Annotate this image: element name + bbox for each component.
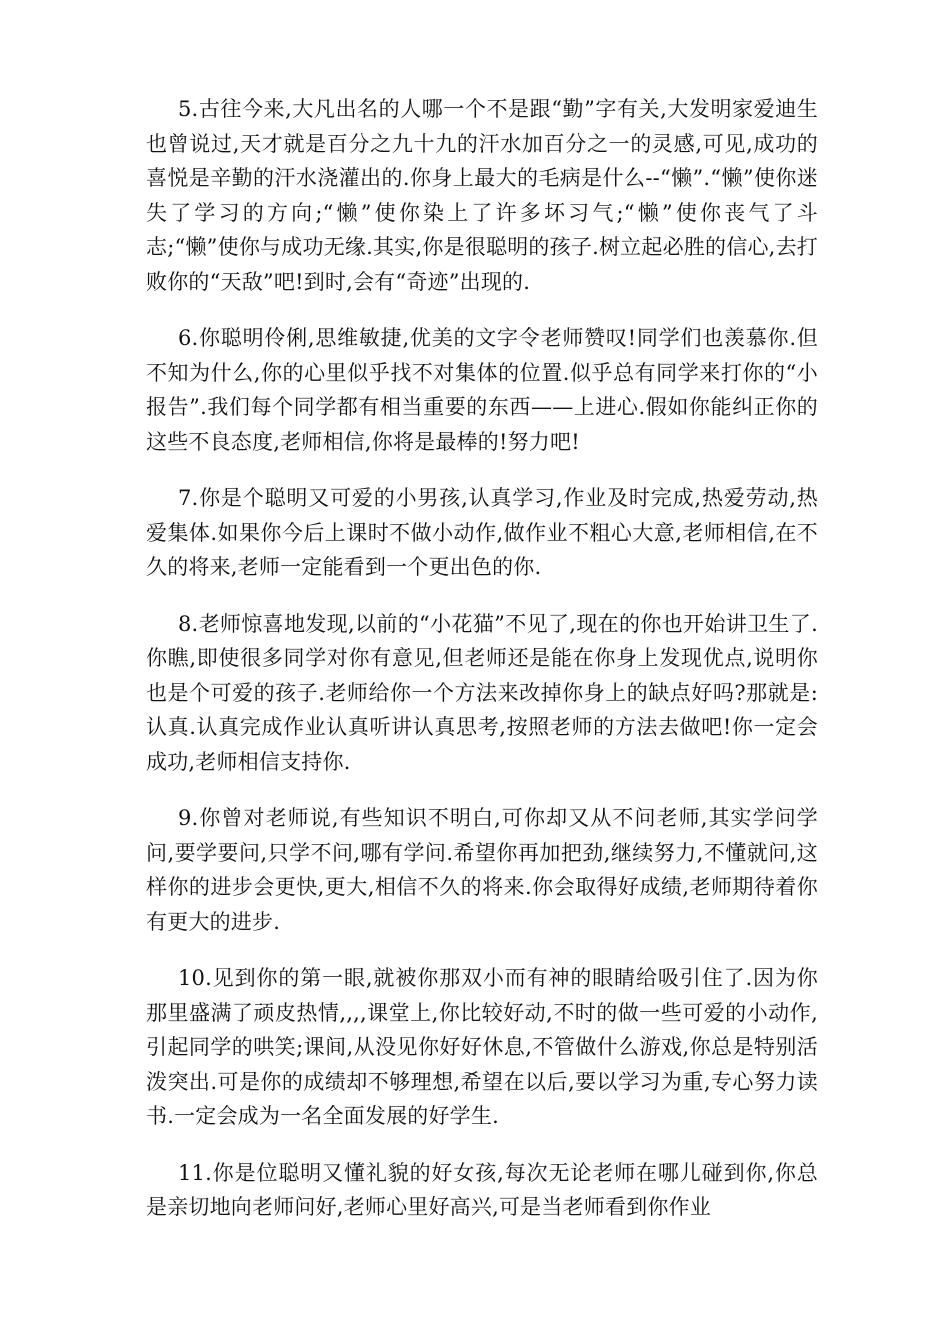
- paragraph-8: 8.老师惊喜地发现,以前的“小花猫”不见了,现在的你也开始讲卫生了.你瞧,即使很多同学对你有意见,但老师还是能在你身上发现优点,说明你也是个可爱的孩子.老师给你一个方法来改掉你身上的缺点好吗?那就是:认真.认真完成作业认真听讲认真思考,按照老师的方法去做吧!你一定会成功,老师相信支持你.: [146, 611, 818, 774]
- paragraph-11: 11.你是位聪明又懂礼貌的好女孩,每次无论老师在哪儿碰到你,你总是亲切地向老师问好,老师心里好高兴,可是当老师看到你作业: [146, 1160, 818, 1219]
- paragraph-6: 6.你聪明伶俐,思维敏捷,优美的文字令老师赞叹!同学们也羡慕你.但不知为什么,你的心里似乎找不对集体的位置.似乎总有同学来打你的“小报告”.我们每个同学都有相当重要的东西——上进心.假如你能纠正你的这些不良态度,老师相信,你将是最棒的!努力吧!: [146, 326, 818, 454]
- paragraph-10: 10.见到你的第一眼,就被你那双小而有神的眼睛给吸引住了.因为你那里盛满了顽皮热情,,,,课堂上,你比较好动,不时的做一些可爱的小动作,引起同学的哄笑;课间,从没见你好好休息,不管做什么游戏,你总是特别活泼突出.可是你的成绩却不够理想,希望在以后,要以学习为重,专心努力读书.一定会成为一名全面发展的好学生.: [146, 966, 818, 1128]
- paragraph-9: 9.你曾对老师说,有些知识不明白,可你却又从不问老师,其实学问学问,要学要问,只学不问,哪有学问.希望你再加把劲,继续努力,不懂就问,这样你的进步会更快,更大,相信不久的将来.你会取得好成绩,老师期待着你有更大的进步.: [146, 806, 818, 934]
- paragraph-5: 5.古往今来,大凡出名的人哪一个不是跟“勤”字有关,大发明家爱迪生也曾说过,天才就是百分之九十九的汗水加百分之一的灵感,可见,成功的喜悦是辛勤的汗水浇灌出的.你身上最大的毛病是什么--“懒”.“懒”使你迷失了学习的方向;“懒”使你染上了许多坏习气;“懒”使你丧气了斗志;“懒”使你与成功无缘.其实,你是很聪明的孩子.树立起必胜的信心,去打败你的“天敌”吧!到时,会有“奇迹”出现的.: [146, 97, 818, 294]
- paragraph-7: 7.你是个聪明又可爱的小男孩,认真学习,作业及时完成,热爱劳动,热爱集体.如果你今后上课时不做小动作,做作业不粗心大意,老师相信,在不久的将来,老师一定能看到一个更出色的你.: [146, 486, 818, 579]
- document-body: [146, 92, 818, 1225]
